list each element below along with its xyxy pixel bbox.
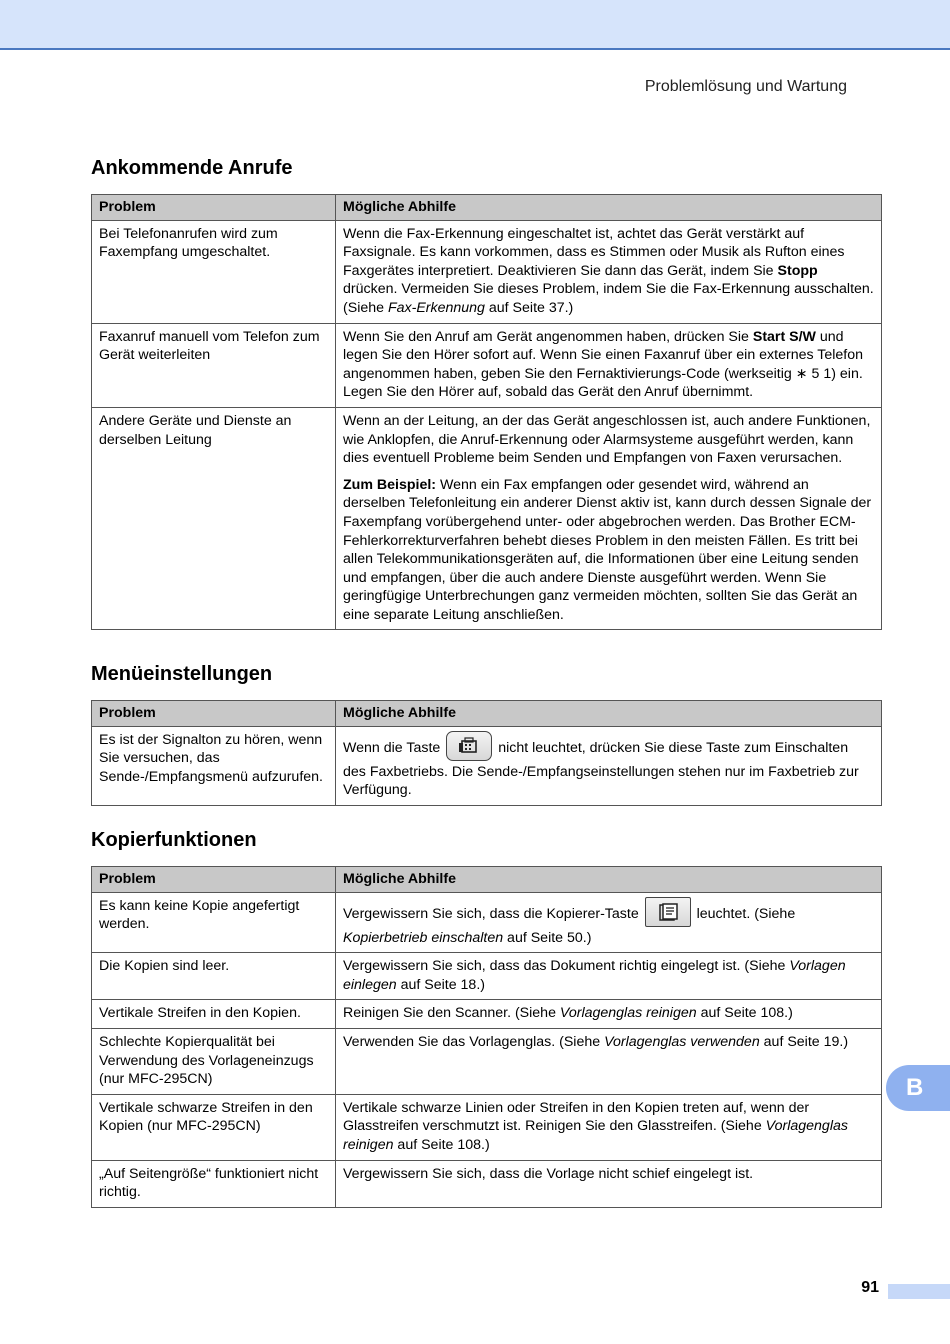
- solution-text: auf Seite 19.): [759, 1033, 849, 1050]
- problem-cell: Vertikale Streifen in den Kopien.: [92, 1000, 336, 1029]
- table-row: [92, 1160, 882, 1207]
- solution-text: Vergewissern Sie sich, dass das Dokument richtig eingelegt ist. (Siehe: [343, 958, 790, 975]
- table-row: [92, 1094, 882, 1160]
- column-header-solution: Mögliche Abhilfe: [336, 701, 882, 727]
- top-band: [0, 0, 950, 50]
- section-title-menu-settings: Menüeinstellungen: [91, 663, 273, 685]
- solution-cell: [336, 1094, 882, 1160]
- cross-reference: Vorlagenglas verwenden: [604, 1033, 760, 1050]
- problem-cell: Schlechte Kopierqualität bei Verwendung des Vorlageneinzugs (nur MFC-295CN): [92, 1028, 336, 1094]
- solution-text: auf Seite 50.): [503, 929, 592, 946]
- page-number-bar: [888, 1284, 950, 1299]
- copy-functions-table: [91, 866, 882, 1208]
- solution-paragraph: Wenn an der Leitung, an der das Gerät angeschlossen ist, auch andere Funktionen, wie Anklopfen, die Anruf-Erkennung oder Alarmsysteme ausgeführt werden, kann dies eventuell Probleme beim Senden und Empfangen von Faxen verursachen.: [343, 412, 871, 467]
- cross-reference: Kopierbetrieb einschalten: [343, 929, 504, 946]
- section-title-incoming-calls: Ankommende Anrufe: [91, 157, 293, 179]
- solution-text: Vertikale schwarze Linien oder Streifen in den Kopien treten auf, wenn der Glasstreifen verschmutzt ist. Reinigen Sie den Glasstreifen. (Siehe: [343, 1099, 810, 1135]
- table-row: [92, 323, 882, 407]
- cross-reference: Vorlagenglas reinigen: [559, 1005, 697, 1022]
- solution-cell: [336, 1028, 882, 1094]
- chapter-side-tab: [886, 1065, 950, 1111]
- table-row: [92, 1028, 882, 1094]
- solution-text: Wenn ein Fax empfangen oder gesendet wird, während an derselben Telefonleitung ein anderer Dienst aktiv ist, kann durch dessen Signale der Faxempfang vorübergehend unter- oder abgebrochen werden. Das Brother ECM-Fehlerkorrekturverfahren behebt dieses Problem in den meisten Fällen. Es tritt bei allen Telekommunikationsgeräten auf, die Informationen über eine Leitung senden und empfangen, über die auch andere Dienste ausgeführt werden. Wenn Sie geringfügige Unterbrechungen ganz vermeiden möchten, sollten Sie das Gerät an eine separate Leitung anschließen.: [343, 476, 872, 623]
- cross-reference: Vorlagenglas reinigen: [343, 1118, 848, 1153]
- page-number: 91: [861, 1279, 879, 1296]
- column-header-solution: Mögliche Abhilfe: [336, 195, 882, 221]
- solution-text: Verwenden Sie das Vorlagenglas. (Siehe: [343, 1033, 605, 1050]
- menu-settings-table: [91, 700, 882, 806]
- table-row: [92, 1000, 882, 1029]
- problem-cell: Es kann keine Kopie angefertigt werden.: [92, 892, 336, 953]
- table-header-row: [92, 867, 882, 893]
- solution-text: leuchtet. (Siehe: [696, 905, 796, 922]
- key-name-start: Start S/W: [752, 328, 816, 345]
- solution-text: Vergewissern Sie sich, dass die Kopierer-Taste: [343, 905, 639, 922]
- solution-text: drücken. Vermeiden Sie dieses Problem, indem Sie die Fax-Erkennung ausschalten. (Siehe: [343, 281, 874, 316]
- solution-cell: Vergewissern Sie sich, dass die Vorlage nicht schief eingelegt ist.: [336, 1160, 882, 1207]
- table-row: [92, 407, 882, 630]
- solution-cell: [336, 726, 882, 805]
- solution-text: auf Seite 108.): [393, 1136, 490, 1153]
- incoming-calls-table: [91, 194, 882, 630]
- cross-reference: Vorlagen einlegen: [343, 958, 846, 993]
- solution-text: Wenn Sie den Anruf am Gerät angenommen haben, drücken Sie: [343, 328, 753, 345]
- solution-text: nicht leuchtet, drücken Sie diese Taste zum Einschalten des Faxbetriebs. Die Sende-/Empfangseinstellungen stehen nur im Faxbetrieb zur Verfügung.: [343, 739, 859, 799]
- solution-text: Wenn die Taste: [343, 739, 441, 756]
- solution-paragraph: [343, 476, 874, 625]
- problem-cell: Es ist der Signalton zu hören, wenn Sie versuchen, das Sende-/Empfangsmenü aufzurufen.: [92, 726, 336, 805]
- example-label: Zum Beispiel:: [343, 476, 437, 493]
- problem-cell: Andere Geräte und Dienste an derselben Leitung: [92, 407, 336, 630]
- solution-cell: [336, 407, 882, 630]
- table-row: [92, 220, 882, 323]
- column-header-solution: Mögliche Abhilfe: [336, 867, 882, 893]
- solution-cell: [336, 220, 882, 323]
- problem-cell: „Auf Seitengröße“ funktioniert nicht richtig.: [92, 1160, 336, 1207]
- problem-cell: Faxanruf manuell vom Telefon zum Gerät weiterleiten: [92, 323, 336, 407]
- problem-cell: Bei Telefonanrufen wird zum Faxempfang umgeschaltet.: [92, 220, 336, 323]
- problem-cell: Vertikale schwarze Streifen in den Kopien (nur MFC-295CN): [92, 1094, 336, 1160]
- table-header-row: [92, 701, 882, 727]
- column-header-problem: Problem: [92, 195, 336, 221]
- table-row: [92, 892, 882, 953]
- solution-cell: [336, 323, 882, 407]
- running-header: Problemlösung und Wartung: [644, 78, 847, 95]
- section-title-copy-functions: Kopierfunktionen: [91, 829, 257, 851]
- solution-text: Wenn die Fax-Erkennung eingeschaltet ist, achtet das Gerät verstärkt auf Faxsignale. Es kann vorkommen, dass es Stimmen oder Musik als Rufton eines Faxgerätes interpretiert. Deaktivieren Sie dann das Gerät, indem Sie: [343, 225, 845, 279]
- table-header-row: [92, 195, 882, 221]
- table-row: [92, 953, 882, 1000]
- fax-key-icon: [446, 731, 492, 761]
- chapter-letter: B: [906, 1074, 924, 1101]
- solution-text: auf Seite 37.): [484, 299, 574, 316]
- solution-text: Reinigen Sie den Scanner. (Siehe: [343, 1005, 560, 1022]
- solution-text: und legen Sie den Hörer sofort auf. Wenn Sie einen Faxanruf über ein externes Telefon angenommen haben, geben Sie den Fernaktivierungs-Code (werkseitig ∗ 5 1) ein. Legen Sie den Hörer auf, sobald das Gerät den Anruf übernimmt.: [343, 328, 864, 401]
- solution-cell: [336, 1000, 882, 1029]
- problem-cell: Die Kopien sind leer.: [92, 953, 336, 1000]
- key-name-stopp: Stopp: [777, 262, 818, 279]
- solution-cell: [336, 892, 882, 953]
- copy-key-icon: [645, 897, 691, 927]
- solution-cell: [336, 953, 882, 1000]
- cross-reference: Fax-Erkennung: [387, 299, 485, 316]
- column-header-problem: Problem: [92, 701, 336, 727]
- solution-text: auf Seite 108.): [696, 1005, 793, 1022]
- column-header-problem: Problem: [92, 867, 336, 893]
- solution-text: auf Seite 18.): [396, 976, 485, 993]
- table-row: [92, 726, 882, 805]
